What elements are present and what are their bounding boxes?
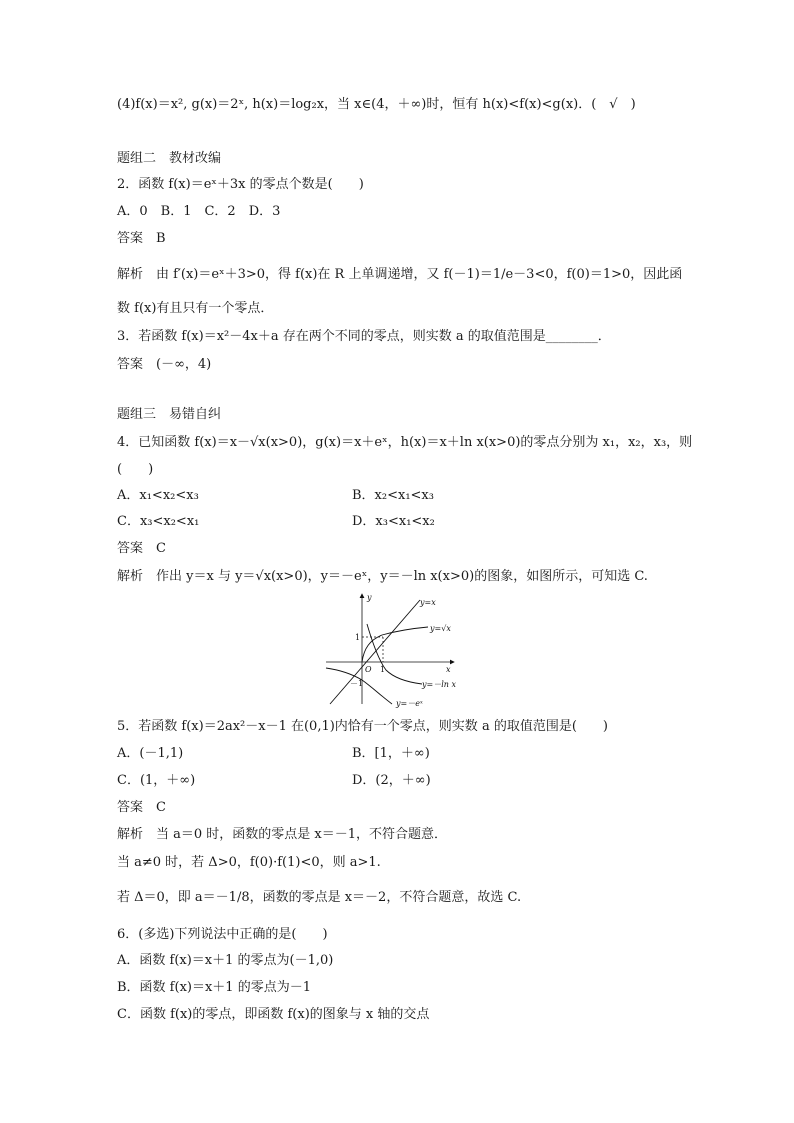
function-graph-figure	[322, 590, 468, 708]
q6-option-c: C．函数 f(x)的零点，即函数 f(x)的图象与 x 轴的交点	[117, 1007, 430, 1022]
curve-y-eq-sqrtx	[362, 627, 428, 662]
q2-stem: 2．函数 f(x)＝eˣ＋3x 的零点个数是( )	[117, 177, 364, 192]
q6-stem: 6．(多选)下列说法中正确的是( )	[117, 927, 328, 942]
q3-answer: 答案 (－∞，4)	[117, 357, 212, 372]
q4-paren: ( )	[117, 462, 154, 477]
q5-solution-3: 若 Δ＝0，即 a＝－1/8，函数的零点是 x＝－2，不符合题意，故选 C.	[117, 890, 522, 905]
curve-y-eq-negln	[367, 624, 422, 684]
label-y-eq-x: y=x	[420, 598, 436, 607]
q6-option-a: A．函数 f(x)＝x＋1 的零点为(－1,0)	[117, 953, 334, 968]
q4-solution: 解析 作出 y＝x 与 y＝√x(x>0)，y＝－eˣ，y＝－ln x(x>0)的图象，如图所示，可知选 C.	[117, 569, 648, 584]
q5-solution-1: 解析 当 a＝0 时，函数的零点是 x＝－1，不符合题意．	[117, 827, 448, 842]
q5-option-c: C．(1，＋∞)	[117, 773, 196, 788]
q4-option-d: D．x₃<x₁<x₂	[352, 514, 435, 529]
q4-option-b: B．x₂<x₁<x₃	[352, 488, 434, 503]
q2-solution-2: 数 f(x)有且只有一个零点．	[117, 301, 274, 316]
label-y-eq-sqrtx: y=√x	[430, 624, 451, 633]
q4-answer: 答案 C	[117, 541, 166, 556]
q5-solution-2: 当 a≠0 时，若 Δ>0，f(0)·f(1)<0，则 a>1.	[117, 855, 381, 870]
x-axis-label: x	[446, 665, 451, 674]
q4-stem: 4．已知函数 f(x)＝x－√x(x>0)，g(x)＝x＋eˣ，h(x)＝x＋ln x(x>0)的零点分别为 x₁，x₂，x₃，则	[117, 435, 693, 450]
q2-options: A．0 B．1 C．2 D．3	[117, 204, 281, 219]
origin-label: O	[365, 665, 372, 674]
q4-option-a: A．x₁<x₂<x₃	[117, 488, 199, 503]
curve-y-eq-x	[330, 600, 420, 704]
tick-1-x: 1	[380, 665, 386, 674]
q5-stem: 5．若函数 f(x)＝2ax²－x－1 在(0,1)内恰有一个零点，则实数 a 的取值范围是( )	[117, 719, 608, 734]
q6-option-b: B．函数 f(x)＝x＋1 的零点为－1	[117, 980, 311, 995]
q3-stem: 3．若函数 f(x)＝x²－4x＋a 存在两个不同的零点，则实数 a 的取值范围是________．	[117, 329, 611, 344]
q5-answer: 答案 C	[117, 800, 166, 815]
section-title-3: 题组三 易错自纠	[117, 407, 222, 422]
y-axis-label: y	[367, 593, 372, 602]
label-y-eq-negexp: y=－eˣ	[396, 699, 423, 708]
label-y-eq-negln: y=－ln x	[422, 680, 456, 689]
tick-1-y: 1	[355, 633, 361, 642]
q4-option-c: C．x₃<x₂<x₁	[117, 514, 200, 529]
q1-item4: (4)f(x)＝x², g(x)＝2ˣ, h(x)＝log₂x，当 x∈(4，＋∞)时，恒有 h(x)<f(x)<g(x)．( √ )	[117, 97, 636, 112]
q5-option-d: D．(2，＋∞)	[352, 773, 431, 788]
section-title-2: 题组二 教材改编	[117, 151, 222, 166]
q5-option-a: A．(－1,1)	[117, 746, 184, 761]
q5-option-b: B．[1，＋∞)	[352, 746, 430, 761]
tick-neg1: －1	[350, 679, 364, 688]
q2-solution-1: 解析 由 f′(x)＝eˣ＋3>0，得 f(x)在 R 上单调递增，又 f(－1)＝1/e－3<0，f(0)＝1>0，因此函	[117, 267, 683, 282]
q2-answer: 答案 B	[117, 231, 166, 246]
